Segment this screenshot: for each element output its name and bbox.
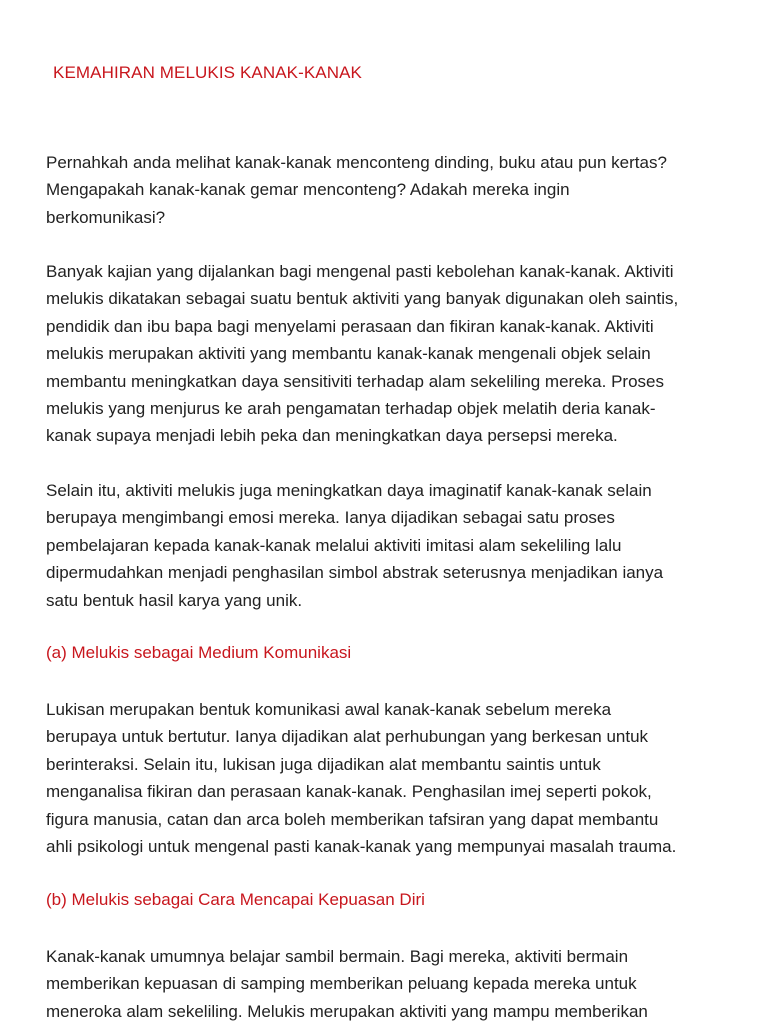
paragraph-imagination (46, 477, 736, 614)
paragraph-line: meneroka alam sekeliling. Melukis merupakan aktiviti yang mampu memberikan (46, 1001, 648, 1021)
paragraph-line: membantu meningkatkan daya sensitiviti terhadap alam sekeliling mereka. Proses (46, 371, 664, 391)
paragraph-line: berinteraksi. Selain itu, lukisan juga dijadikan alat membantu saintis untuk (46, 754, 601, 774)
paragraph-line: Pernahkah anda melihat kanak-kanak menconteng dinding, buku atau pun kertas? (46, 153, 667, 172)
paragraph-line: melukis yang menjurus ke arah pengamatan terhadap objek melatih deria kanak- (46, 399, 656, 419)
subheading-b: (b) Melukis sebagai Cara Mencapai Kepuasan Diri (46, 890, 425, 909)
paragraph-line: Selain itu, aktiviti melukis juga meningkatkan daya imaginatif kanak-kanak selain (46, 481, 652, 500)
paragraph-line: dipermudahkan menjadi penghasilan simbol abstrak seterusnya menjadikan ianya (46, 563, 664, 583)
paragraph-line: pendidik dan ibu bapa bagi menyelami perasaan dan fikiran kanak-kanak. Aktiviti (46, 316, 654, 336)
paragraph-satisfaction (46, 943, 736, 1025)
paragraph-intro (46, 149, 736, 231)
paragraph-line: Mengapakah kanak-kanak gemar menconteng? Adakah mereka ingin (46, 180, 570, 200)
paragraph-line: berkomunikasi? (46, 207, 166, 227)
subheading-a: (a) Melukis sebagai Medium Komunikasi (46, 643, 352, 662)
paragraph-line: memberikan kepuasan di samping memberikan peluang kepada mereka untuk (46, 974, 637, 994)
paragraph-line: pembelajaran kepada kanak-kanak melalui aktiviti imitasi alam sekeliling lalu (46, 535, 622, 555)
paragraph-line: Lukisan merupakan bentuk komunikasi awal kanak-kanak sebelum mereka (46, 700, 612, 719)
paragraph-line: menganalisa fikiran dan perasaan kanak-kanak. Penghasilan imej seperti pokok, (46, 782, 652, 802)
paragraph-line: Kanak-kanak umumnya belajar sambil bermain. Bagi mereka, aktiviti bermain (46, 947, 629, 966)
paragraph-line: berupaya mengimbangi emosi mereka. Ianya dijadikan sebagai satu proses (46, 508, 615, 528)
paragraph-line: ahli psikologi untuk mengenal pasti kanak-kanak yang mempunyai masalah trauma. (46, 837, 677, 857)
paragraph-line: melukis dikatakan sebagai suatu bentuk aktiviti yang banyak digunakan oleh saintis, (46, 289, 679, 309)
paragraph-line: kanak supaya menjadi lebih peka dan meningkatkan daya persepsi mereka. (46, 426, 618, 446)
paragraph-line: berupaya untuk bertutur. Ianya dijadikan alat perhubungan yang berkesan untuk (46, 727, 649, 747)
paragraph-line: Banyak kajian yang dijalankan bagi mengenal pasti kebolehan kanak-kanak. Aktiviti (46, 262, 674, 281)
paragraph-line: figura manusia, catan dan arca boleh memberikan tafsiran yang dapat membantu (46, 809, 659, 829)
document-title: KEMAHIRAN MELUKIS KANAK-KANAK (53, 63, 362, 82)
paragraph-research (46, 258, 736, 450)
paragraph-communication (46, 696, 736, 860)
paragraph-line: melukis merupakan aktiviti yang membantu kanak-kanak mengenali objek selain (46, 344, 651, 364)
paragraph-line: satu bentuk hasil karya yang unik. (46, 590, 303, 610)
